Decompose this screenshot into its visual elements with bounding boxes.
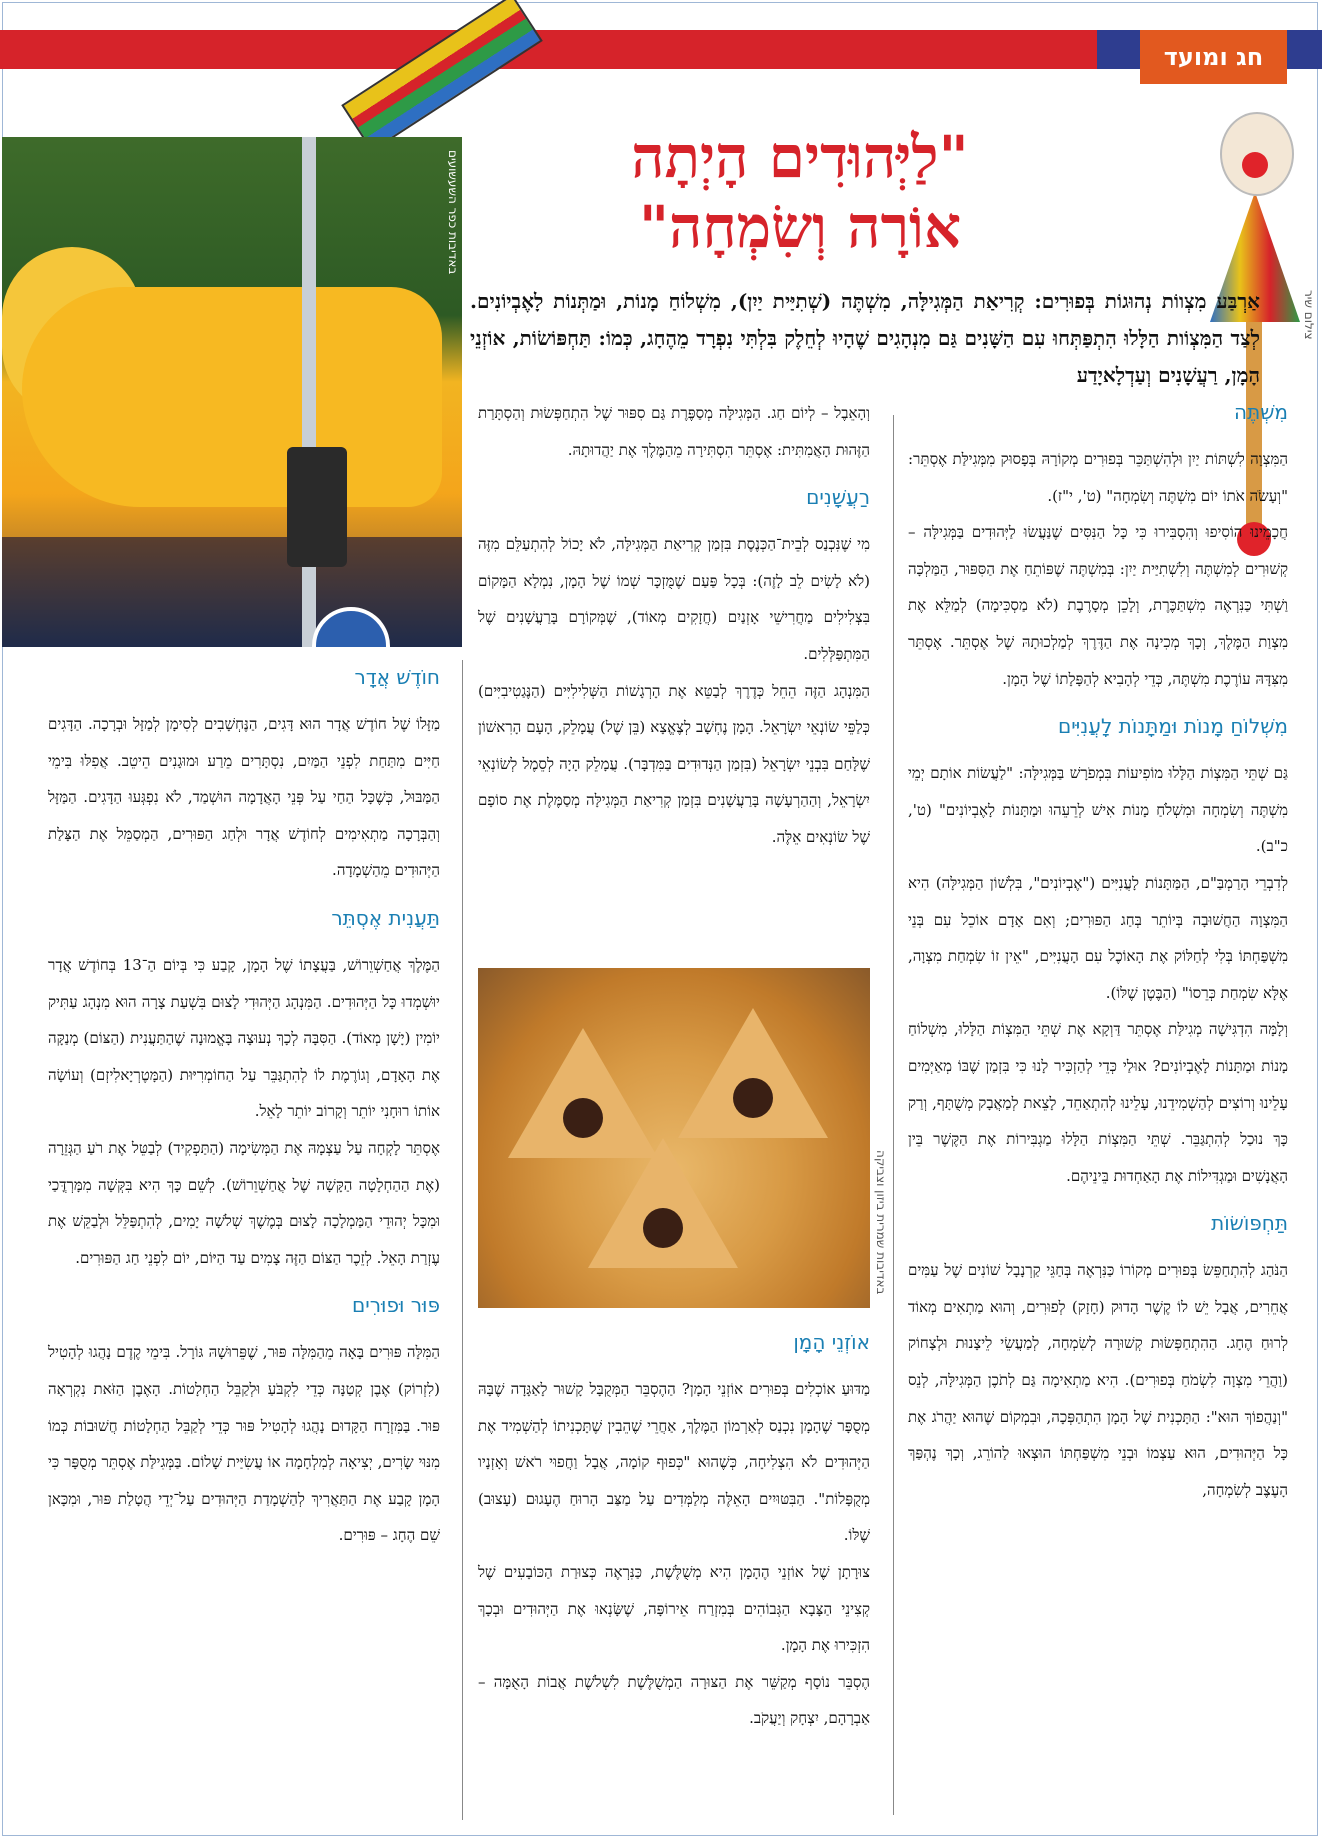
paragraph: הַמִּנְהָג הַזֶּה הֵחֵל כְּדֶרֶךְ לְבַטֵּא אֶת הָרְגָשׁוֹת הַשְּׁלִילִיִּים (הַנֶּגַטִיבִיִּים) כְּלַפֵּי שׂוֹנְאֵי יִשְׂרָאֵל. הָמָן נֶחְשָׁב לְצֶאֱצָא (בֵּן שֶׁל) עֲמָלֵק, הָעָם הָרִאשׁוֹן שֶׁלָּחַם בִּבְנֵי יִשְׂרָאֵל (בִּזְמַן הַנְּדוּדִים בַּמִּדְבָּר). עֲמָלֵק הָיָה לְסֵמֶל לְשׂוֹנְאֵי יִשְׂרָאֵל, וְהַהַרְעָשָׁה בָּרַעֲשָׁנִים בִּזְמַן קְרִיאַת הַמְּגִילָּה מְסַמֶּלֶת אֶת סוֹפָם שֶׁל שׂוֹנְאִים אֵלֶּה.	[478, 681, 870, 846]
heading-mishloach: מִשְׁלוֹחַ מָנוֹת וּמַתָּנוֹת לָעֲנִיִּים	[1058, 714, 1288, 739]
paragraph: הַמִּצְוָה לִשְׁתּוֹת יַיִן וּלְהִשְׁתַּכֵּר בְּפוּרִים מְקוֹרָהּ בְּפָסוּק מִמְּגִילַּת אֶסְתֵּר: "וְעָשֹׂה אֹתוֹ יוֹם מִשְׁתֶּה וְשִׂמְחָה" (ט', י"ז).	[908, 450, 1288, 505]
paragraph: אֶסְתֵּר לָקְחָה עַל עַצְמָהּ אֶת הַמְּשִׂימָה (הַתַּפְקִיד) לְבַטֵּל אֶת רֹעַ הַגְּזֵרָה (אֶת הַהַחְלָטָה הַקָּשָׁה שֶׁל אֲחַשְׁוֵרוֹשׁ). לְשֵׁם כָּךְ הִיא בִּקְּשָׁה מִמָּרְדֳּכַי וּמִכָּל יְהוּדֵי הַמַּמְלָכָה לָצוּם בְּמֶשֶׁךְ שְׁלֹשָׁה יָמִים, לְהִתְפַּלֵּל וּלְבַקֵּשׁ אֶת עֶזְרַת הָאֵל. לְזֵכֶר הַצּוֹם הַזֶּה צָמִים עַד הַיּוֹם, יוֹם לִפְנֵי חַג הַפּוּרִים.	[48, 1138, 440, 1267]
hamantaschen-photo	[478, 968, 870, 1308]
paragraph: וְהָאֵבֶל – לְיוֹם חַג. הַמְּגִילָּה מְסַפֶּרֶת גַּם סִפּוּר שֶׁל הִתְחַפְּשׂוּת וְהַסְתָּרַת הַזֶּהוּת הָאֲמִתִּית: אֶסְתֵּר הִסְתִּירָה מֵהַמֶּלֶךְ אֶת יַהֲדוּתָהּ.	[478, 404, 870, 459]
column-left	[48, 660, 440, 1554]
heading-adar: חוֹדֶשׁ אֲדָר	[354, 665, 440, 689]
section-tag: חג ומועד	[1140, 30, 1287, 84]
column-middle	[478, 395, 870, 856]
title-line-1: "לַיְּהוּדִים הָיְתָה	[631, 123, 969, 191]
paragraph: הֶסְבֵּר נוֹסָף מְקַשֵּׁר אֶת הַצּוּרָה הַמְשֻׁלֶּשֶׁת לִשְׁלֹשֶׁת אֲבוֹת הָאֻמָּה – אַבְרָהָם, יִצְחָק וְיַעֲקֹב.	[478, 1672, 870, 1728]
lead-paragraph: אַרְבַּע מִצְווֹת נְהוּגוֹת בְּפוּרִים: קְרִיאַת הַמְּגִילָּה, מִשְׁתֶּה (שְׁתִיַּית יַיִן), מִשְׁלוֹחַ מָנוֹת, וּמַתְּנוֹת לָאֶבְיוֹנִים. לְצַד הַמִּצְוֹות הַלָּלוּ הִתְפַּתְּחוּ עִם הַשָּׁנִים גַּם מִנְהָגִים שֶׁהָיוּ לְחֵלֶק בִּלְתִּי נִפְרָד מֵהֶחָג, כְּמוֹ: תַּחְפּוֹשׂוֹת, אוֹזְנֵי הָמָן, רַעֲשָׁנִים וְעַדְלָאיָדַע	[470, 289, 1260, 387]
title-line-2: אוֹרָה וְשִׂמְחָה"	[638, 193, 962, 261]
paragraph: לְדִבְרֵי הָרַמְבַּ"ם, הַמַּתָּנוֹת לָעֲנִיִּים ("אֶבְיוֹנִים", בִּלְשׁוֹן הַמְּגִילָּה) הִיא הַמִּצְוָה הַחֲשׁוּבָה בְּיוֹתֵר בְּחַג הַפּוּרִים; וְאִם אָדָם אוֹכֵל עִם בְּנֵי מִשְׁפַּחְתּוֹ בְּלִי לְחַלּוֹק אֶת הָאוֹכֶל עִם הָעֲנִיִּים, "אֵין זוֹ שִׂמְחַת מִצְוָה, אֶלָּא שִׂמְחַת כְּרֵסוֹ" (הַבֶּטֶן שֶׁלּוֹ).	[908, 873, 1288, 1002]
heading-raashanim: רַעֲשָׁנִים	[806, 485, 870, 510]
article-title	[480, 122, 1120, 262]
column-divider	[462, 660, 463, 1820]
heading-mishteh: מִשְׁתֶּה	[1234, 400, 1288, 424]
paragraph: הַנֹּהַג לְהִתְחַפֵּשׂ בְּפוּרִים מְקוֹרוֹ כַּנִּרְאֶה בְּחַגֵּי קַרְנָבָל שׁוֹנִים שֶׁל עַמִּים אֲחֵרִים, אֲבָל יֵשׁ לוֹ קֶשֶׁר הָדוּק (חָזָק) לְפוּרִים, וְהוּא מַתְאִים מְאוֹד לְרוּחַ הֶחָג. הַהִתְחַפְּשׂוּת קְשׁוּרָה לְשִׂמְחָה, לְמַעֲשֵׂי לֵיצָנוּת וּלְצָחוֹק (וַהֲרֵי מִצְוָה לִשְׂמֹחַ בְּפוּרִים). הִיא מַתְאִימָה גַּם לְתֹכֶן הַמְּגִילָּה, לְנֵס "וְנַהֲפוֹךְ הוּא": הַתָּכְנִית שֶׁל הָמָן הִתְהַפְּכָה, וּבִמְקוֹם שֶׁהוּא יַהֲרֹג אֶת כָּל הַיְּהוּדִים, הוּא עַצְמוֹ וּבְנֵי מִשְׁפַּחְתּוֹ הוּצְאוּ לַהוֹרֵג, וְכָךְ נֶהְפַּךְ הָעֶצֶב לְשִׂמְחָה,	[908, 1261, 1288, 1499]
paragraph: וְלָמָּה הִדְגִּישָׁה מְגִילַּת אֶסְתֵּר דַּוְקָא אֶת שְׁתֵּי הַמִּצְוֹת הַלָּלוּ, מִשְׁלוֹחַ מָנוֹת וּמַתָּנוֹת לָאֶבְיוֹנִים? אוּלַי כְּדֵי לְהַזְכִּיר לָנוּ כִּי בִּזְמַן שֶׁבּוֹ מְאַיְּמִים עָלֵינוּ וְרוֹצִים לְהַשְׁמִידֵנוּ, עָלֵינוּ לְהִתְאַחֵד, לָצֵאת לְמַאֲבָק מְשֻׁתָּף, וְרַק כָּךְ נוּכַל לְהִתְגַּבֵּר. שְׁתֵּי הַמִּצְוֹת הַלָּלוּ מַגְבִּירוֹת אֶת הַקֶּשֶׁר בֵּין הָאֲנָשִׁים וּמַגְדִּילוֹת אֶת הָאַחְדוּת בֵּינֵיהֶם.	[908, 1020, 1288, 1185]
column-divider	[893, 415, 894, 1815]
paragraph: הַמִּלָּה פּוּרִים בָּאָה מֵהַמִּלָּה פּוּר, שֶׁפֵּרוּשָׁהּ גּוֹרָל. בִּימֵי קֶדֶם נָהֲגוּ לְהָטִיל (לִזְרוֹק) אֶבֶן קְטַנָּה כְּדֵי לִקְבֹּעַ וּלְקַבֵּל הַחְלָטוֹת. הָאֶבֶן הַזֹּאת נִקְרְאָה פּוּר. בַּמִּזְרָח הַקָּדוּם נָהֲגוּ לְהָטִיל פּוּר כְּדֵי לְקַבֵּל הַחְלָטוֹת חֲשׁוּבוֹת כְּמוֹ מִנּוּי שָׂרִים, יְצִיאָה לְמִלְחָמָה אוֹ עֲשִׂיַּית שָׁלוֹם. בַּמְּגִילַּת אֶסְתֵּר מְסֻפָּר כִּי הָמָן קָבַע אֶת הַתַּאֲרִיךְ לְהַשְׁמָדַת הַיְּהוּדִים עַל־יְדֵי הֲטָלַת פּוּר, וּמִכָּאן שֵׁם הֶחָג – פּוּרִים.	[48, 1343, 440, 1545]
paragraph: מַזָּלוֹ שֶׁל חוֹדֶשׁ אֲדָר הוּא דָּגִים, הַנֶּחְשָׁבִים לְסִימָן לְמַזָּל וּבְרָכָה. הַדָּגִים חַיִּים מִתַּחַת לִפְנֵי הַמַּיִם, נִסְתָּרִים מֵרַע וּמוּגָנִים הֵיטֵב. אֲפִלּוּ בִּימֵי הַמַּבּוּל, כְּשֶׁכָּל הַחַי עַל פְּנֵי הָאֲדָמָה הוּשְׁמַד, לֹא נִפְגְּעוּ הַדָּגִים. הַמַּזָּל וְהַבְּרָכָה מַתְאִימִים לְחוֹדֶשׁ אֲדָר וּלְחַג הַפּוּרִים, הַמְסַמֵּל אֶת הַצָּלַת הַיְּהוּדִים מֵהַשְׁמָדָה.	[48, 715, 440, 880]
column-middle-lower	[478, 1325, 870, 1737]
heading-ozney-haman: אוֹזְנֵי הָמָן	[793, 1330, 870, 1354]
paragraph: מַדּוּעַ אוֹכְלִים בְּפוּרִים אוֹזְנֵי הָמָן? הַהֶסְבֵּר הַמְּקֻבָּל קָשׁוּר לָאַגָּדָה שֶׁבָּהּ מְסֻפָּר שֶׁהָמָן נִכְנַס לְאַרְמוֹן הַמֶּלֶךְ, אַחֲרֵי שֶׁהֵבִין שֶׁתָּכְנִיתוֹ לְהַשְׁמִיד אֶת הַיְּהוּדִים לֹא הִצְלִיחָה, כְּשֶׁהוּא "כְּפוּף קוֹמָה, אֲבָל וַחֲפוּי רֹאשׁ וְאָזְנָיו מְקֻפָּלוֹת". הַבִּטּוּיִים הָאֵלֶּה מְלַמְּדִים עַל מַצַּב הָרוּחַ הֶעָגוּם (עָצוּב) שֶׁלּוֹ.	[478, 1380, 870, 1545]
paragraph: גַּם שְׁתֵּי הַמִּצְוֹת הַלָּלוּ מוֹפִיעוֹת בִּמְפֹרָשׁ בַּמְּגִילָּה: "לַעֲשׂוֹת אוֹתָם יְמֵי מִשְׁתֶּה וְשִׂמְחָה וּמִשְׁלֹחַ מָנוֹת אִישׁ לְרֵעֵהוּ וּמַתָּנוֹת לָאֶבְיוֹנִים" (ט', כ"ב).	[908, 764, 1288, 856]
heading-taanit-esther: תַּעֲנִית אֶסְתֵּר	[331, 905, 440, 930]
paragraph: מִי שֶׁנִּכְנַס לְבֵית־הַכְּנֶסֶת בִּזְמַן קְרִיאַת הַמְּגִילָּה, לֹא יָכוֹל לְהִתְעַלֵּם מִזֶּה (לֹא לָשִׂים לֵב לָזֶה): בְּכָל פַּעַם שֶׁמֻּזְכָּר שְׁמוֹ שֶׁל הָמָן, נִמְלָא הַמָּקוֹם בִּצְלִילִים מַחֲרִישֵׁי אָזְנַיִם (חֲזָקִים מְאוֹד), שֶׁמְּקוֹרָם בָּרַעֲשָׁנִים שֶׁל הַמִּתְפַּלְּלִים.	[478, 535, 870, 663]
paragraph: צוּרָתָן שֶׁל אוֹזְנֵי הֶהָמָן הִיא מְשֻׁלֶּשֶׁת, כַּנִּרְאֶה כְּצוּרַת הַכּוֹבָעִים שֶׁל קְצִינֵי הַצָּבָא הַגְּבוֹהִים בְּמִזְרַח אֵירוֹפָּה, שֶׁשָּׂנְאוּ אֶת הַיְּהוּדִים וּבְכָךְ הִזְכִּירוּ אֶת הָמָן.	[478, 1562, 870, 1655]
heading-pur-purim: פּוּר וּפוּרִים	[351, 1293, 440, 1318]
paragraph: חֲכָמֵינוּ הוֹסִיפוּ וְהִסְבִּירוּ כִּי כָּל הַנִּסִּים שֶׁנַּעֲשׂוּ לַיְּהוּדִים בַּמְּגִילָּה – קְשׁוּרִים לְמִשְׁתֶּה וְלִשְׁתִיַּית יַיִן: בְּמִשְׁתֶּה שֶׁפּוֹתֵחַ אֶת הַסִּפּוּר, הַמַּלְכָּה וַשְׁתִּי כַּנִּרְאֶה מִשְׁתַּכֶּרֶת, וְלָכֵן מְסָרֶבֶת (לֹא מַסְכִּימָה) לְמַלֵּא אֶת מִצְוַת הַמֶּלֶךְ, וְכָךְ מְכִינָה אֶת הַדֶּרֶךְ לְמַלְכוּתָהּ שֶׁל אֶסְתֵּר. אֶסְתֵּר מִצִּדָּהּ עוֹרֶכֶת מִשְׁתֶּה, כְּדֵי לְהָבִיא לְהַפָּלָתוֹ שֶׁל הָמָן.	[908, 523, 1288, 688]
heading-tachposot: תַּחְפּוֹשׂוֹת	[1211, 1211, 1288, 1236]
pastry-credit: באדיבות שמרית ביזון וצביקה	[874, 1150, 888, 1295]
paragraph: הַמֶּלֶךְ אֲחַשְׁוֵרוֹשׁ, בַּעֲצָתוֹ שֶׁל הָמָן, קָבַע כִּי בְּיוֹם הַ־13 בְּחוֹדֶשׁ אֲדָר יוּשְׁמְדוּ כָּל הַיְּהוּדִים. הַמִּנְהָג הַיְּהוּדִי לָצוּם בִּשְׁעַת צָרָה הוּא מִנְהָג עַתִּיק יוֹמִין (יָשָׁן מְאוֹד). הַסִּבָּה לְכָךְ נְעוּצָה בָּאֱמוּנָה שֶׁהַתַּעֲנִית (הַצּוֹם) מְנַקָּה אֶת הָאָדָם, וְגוֹרֶמֶת לוֹ לְהִתְגַּבֵּר עַל הַחוֹמְרִיּוּת (הַמָּטֶרְיָאלִיזְם) וְעוֹשָׂה אוֹתוֹ רוּחָנִי יוֹתֵר וְקָרוֹב יוֹתֵר לָאֵל.	[48, 955, 441, 1121]
clown-credit: צילום שיר	[1302, 290, 1316, 340]
purim-parade-photo	[2, 137, 462, 647]
column-right	[908, 395, 1288, 1508]
parade-credit: באדיבות כפר השעשועים	[446, 150, 460, 275]
